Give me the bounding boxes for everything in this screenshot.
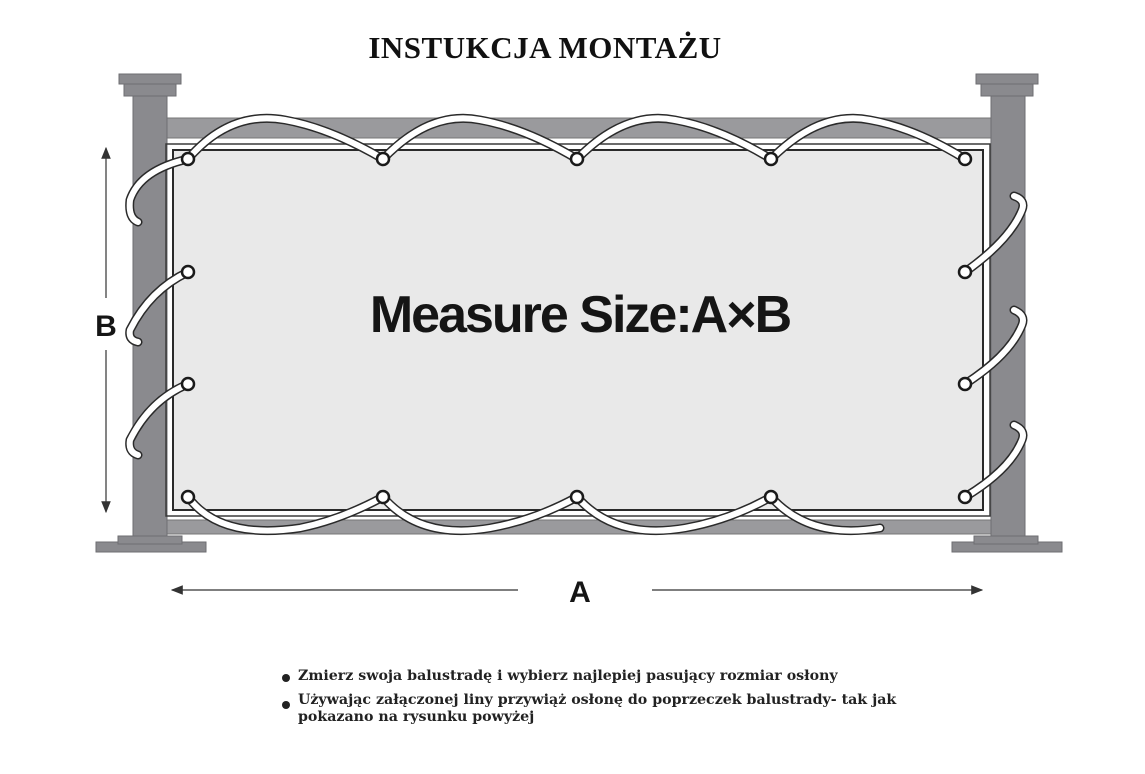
instruction-text: Zmierz swoja balustradę i wybierz najlepiej pasujący rozmiar osłony xyxy=(298,668,838,684)
bullet-icon xyxy=(282,674,290,682)
dimension-a-label: A xyxy=(569,576,591,609)
bullet-icon xyxy=(282,701,290,709)
measure-size-label: Measure Size:A×B xyxy=(369,286,791,344)
instruction-item xyxy=(282,668,922,685)
instruction-item xyxy=(282,692,922,726)
instruction-text: Używając załączonej liny przywiąż osłonę do poprzeczek balustrady- tak jak pokazano na rysunku powyżej xyxy=(298,692,897,725)
page-title: INSTUKCJA MONTAŻU xyxy=(368,30,722,65)
instruction-list xyxy=(282,668,922,733)
dimension-b-label: B xyxy=(95,310,117,343)
